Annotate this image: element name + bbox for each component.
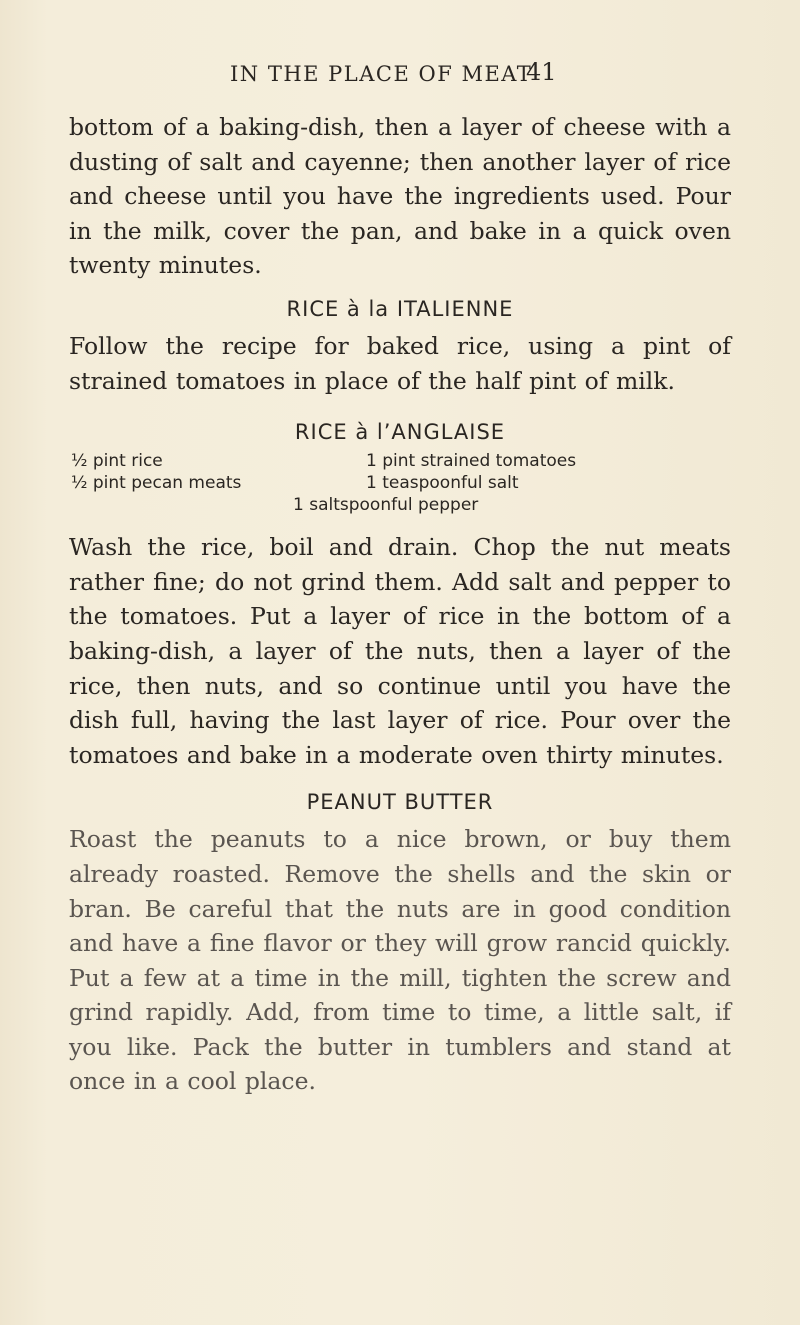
- ingredient-item: 1 teaspoonful salt: [366, 473, 519, 494]
- ingredient-item: 1 pint strained tomatoes: [366, 451, 577, 472]
- recipe-text-rice-italienne: Follow the recipe for baked rice, using a pint of strained tomatoes in place of the half pint of milk.: [69, 331, 731, 395]
- ingredient-item: ½ pint rice: [71, 451, 163, 472]
- ingredient-list: [69, 450, 731, 516]
- recipe-title-rice-italienne: RICE à la ITALIENNE: [286, 296, 514, 321]
- page-body: [69, 110, 731, 1099]
- running-head: [0, 58, 800, 94]
- recipe-title-rice-anglaise: RICE à l’ANGLAISE: [294, 420, 506, 445]
- ingredient-item: 1 saltspoonful pepper: [293, 495, 479, 516]
- recipe-title-peanut-butter: PEANUT BUTTER: [306, 790, 494, 815]
- page-number: 41: [526, 58, 557, 86]
- recipe-text-peanut-butter: Roast the peanuts to a nice brown, or buy them already roasted. Remove the shells and the skin or bran. Be careful that the nuts are in good condition and have a fine flavor or they will grow rancid quickly. Put a few at a time in the mill, tighten the screw and grind rapidly. Add, from time to time, a little salt, if you like. Pack the butter in tumblers and stand at once in a cool place.: [69, 825, 731, 1096]
- recipe-text-rice-anglaise: Wash the rice, boil and drain. Chop the nut meats rather fine; do not grind them. Add salt and pepper to the tomatoes. Put a layer of rice in the bottom of a baking-dish, a layer of the nuts, then a layer of the rice, then nuts, and so continue until you have the dish full, having the last layer of rice. Pour over the tomatoes and bake in a moderate oven thirty minutes.: [69, 533, 731, 769]
- continuation-paragraph: bottom of a baking-dish, then a layer of cheese with a dusting of salt and cayenne; then another layer of rice and cheese until you have the ingredients used. Pour in the milk, cover the pan, and bake in a quick oven twenty minutes.: [69, 113, 731, 280]
- ingredient-item: ½ pint pecan meats: [71, 473, 242, 494]
- running-title: IN THE PLACE OF MEAT: [230, 62, 533, 86]
